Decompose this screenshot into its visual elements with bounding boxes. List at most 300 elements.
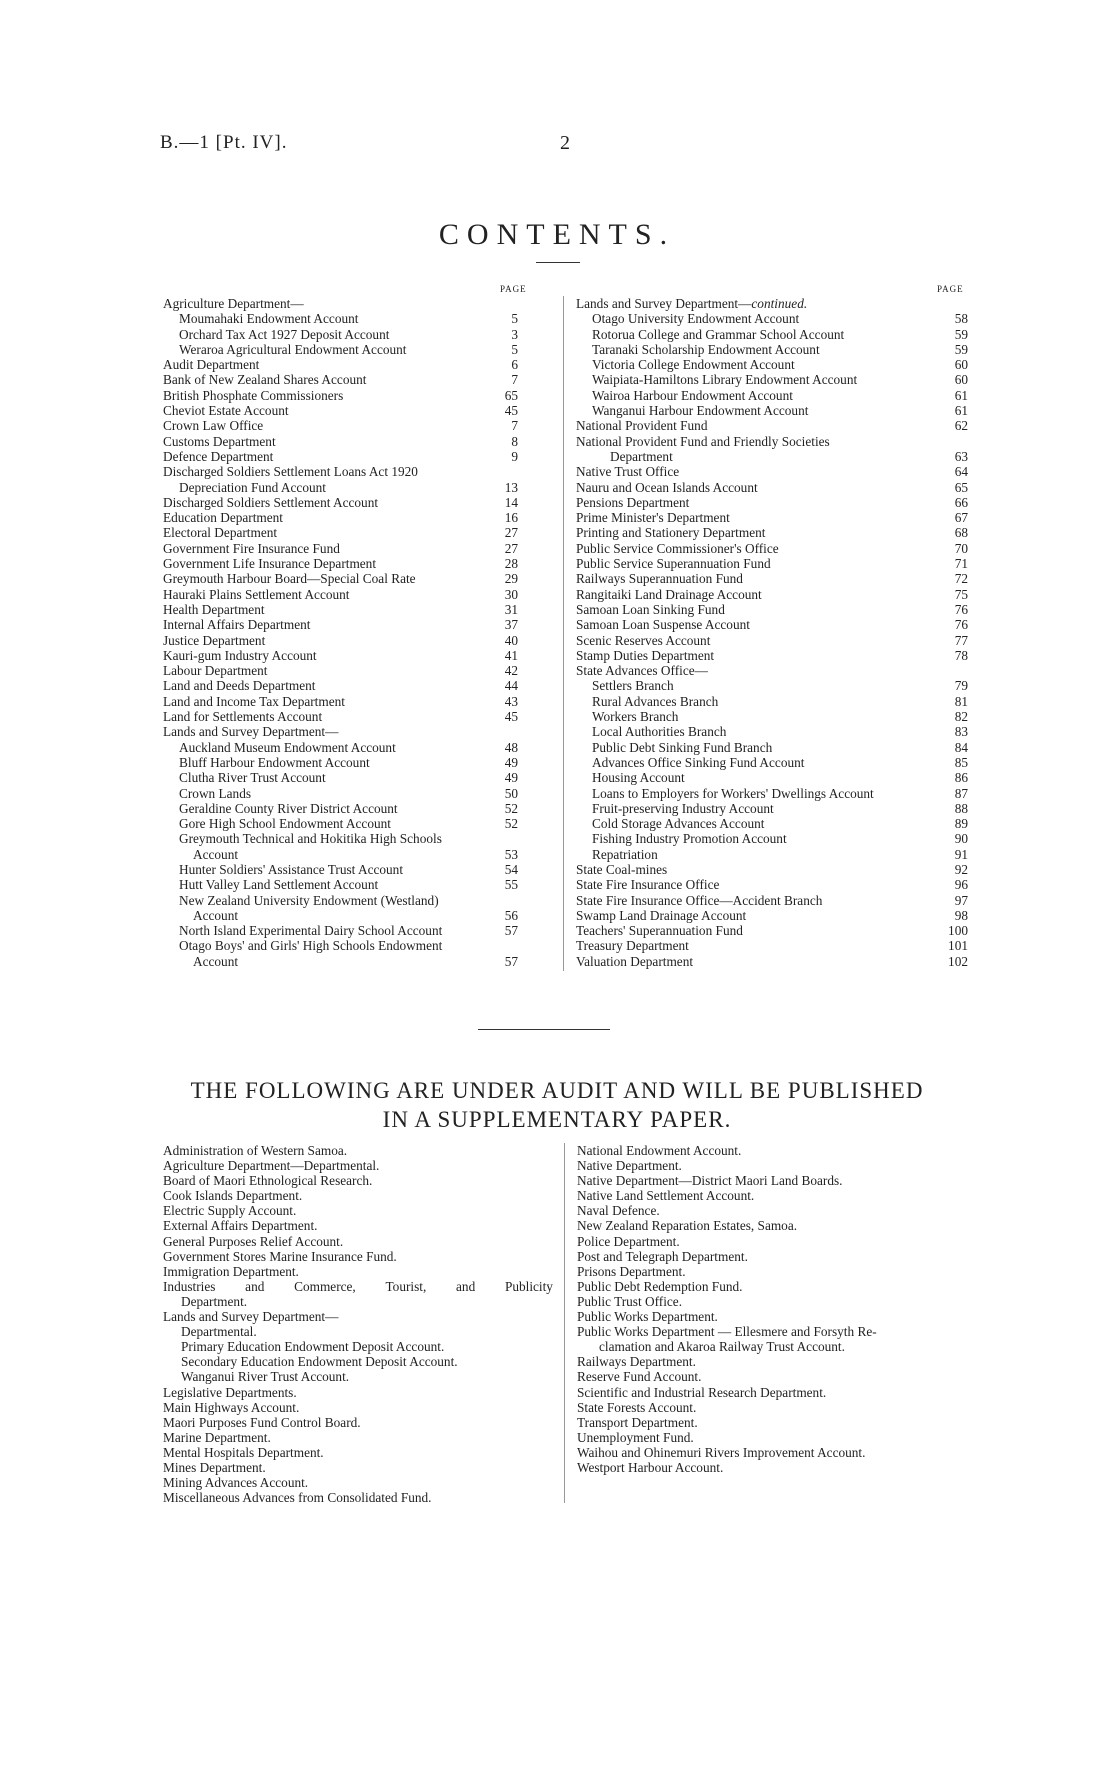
contents-entry bbox=[576, 449, 968, 464]
contents-entry-page: 27 bbox=[504, 525, 518, 541]
contents-entry-title: Lands and Survey Department— bbox=[163, 724, 339, 740]
contents-entry bbox=[163, 755, 518, 770]
contents-entry bbox=[163, 633, 518, 648]
contents-entry-page: 40 bbox=[504, 632, 518, 648]
contents-entry-page: 81 bbox=[954, 693, 968, 709]
contents-entry-title: Defence Department bbox=[163, 448, 274, 464]
audit-list-item: Immigration Department. bbox=[163, 1263, 299, 1279]
title-underline bbox=[536, 262, 580, 263]
contents-entry-page: 37 bbox=[504, 617, 518, 633]
contents-entry-title: Crown Law Office bbox=[163, 418, 264, 434]
audit-list-item: Naval Defence. bbox=[577, 1203, 660, 1219]
contents-entry bbox=[576, 541, 968, 556]
right-page-column-label: PAGE bbox=[937, 284, 964, 294]
contents-entry-title: Printing and Stationery Department bbox=[576, 525, 766, 541]
contents-entry-title: Gore High School Endowment Account bbox=[179, 816, 391, 832]
contents-entry-title: Account bbox=[193, 846, 239, 862]
contents-entry-page: 28 bbox=[504, 556, 518, 572]
audit-list-item: Government Stores Marine Insurance Fund. bbox=[163, 1248, 397, 1264]
contents-entry bbox=[163, 831, 518, 846]
contents-entry-page: 90 bbox=[954, 831, 968, 847]
contents-entry-title: National Provident Fund bbox=[576, 418, 708, 434]
contents-entry bbox=[576, 908, 968, 923]
contents-entry-title: Public Service Superannuation Fund bbox=[576, 556, 771, 572]
contents-entry-page bbox=[490, 938, 518, 953]
contents-entry bbox=[576, 954, 968, 969]
contents-entry bbox=[576, 724, 968, 739]
audit-list-word: Industries bbox=[163, 1278, 216, 1294]
audit-list-item: Cook Islands Department. bbox=[163, 1188, 303, 1204]
audit-list-item: State Forests Account. bbox=[577, 1399, 697, 1415]
contents-entry-title: Greymouth Harbour Board—Special Coal Rate bbox=[163, 571, 416, 587]
contents-entry-page: 55 bbox=[504, 877, 518, 893]
contents-entry bbox=[163, 296, 518, 311]
contents-entry-title: Audit Department bbox=[163, 357, 260, 373]
audit-list-item: Miscellaneous Advances from Consolidated Fund. bbox=[163, 1490, 432, 1506]
contents-entry bbox=[163, 541, 518, 556]
contents-entry-title: Electoral Department bbox=[163, 525, 278, 541]
contents-entry-title: Auckland Museum Endowment Account bbox=[179, 739, 396, 755]
audit-list-word: Publicity bbox=[504, 1278, 553, 1294]
contents-entry-title: Scenic Reserves Account bbox=[576, 632, 711, 648]
audit-list-item bbox=[163, 1279, 553, 1294]
contents-entry-page: 60 bbox=[954, 357, 968, 373]
contents-entry-page: 77 bbox=[954, 632, 968, 648]
contents-entry-page: 7 bbox=[511, 372, 518, 388]
contents-entry bbox=[163, 587, 518, 602]
contents-entry-page bbox=[490, 893, 518, 908]
contents-entry bbox=[576, 327, 968, 342]
contents-entry-page: 82 bbox=[954, 709, 968, 725]
contents-entry-title: Wairoa Harbour Endowment Account bbox=[592, 387, 793, 403]
contents-entry-title: Hutt Valley Land Settlement Account bbox=[179, 877, 379, 893]
contents-entry-title: Moumahaki Endowment Account bbox=[179, 311, 359, 327]
contents-entry-title: Account bbox=[193, 907, 239, 923]
page-title: CONTENTS. bbox=[438, 218, 676, 251]
contents-entry-page: 52 bbox=[504, 816, 518, 832]
contents-entry bbox=[576, 923, 968, 938]
contents-entry bbox=[163, 663, 518, 678]
contents-entry bbox=[576, 786, 968, 801]
contents-entry bbox=[163, 893, 518, 908]
contents-entry-title: Nauru and Ocean Islands Account bbox=[576, 479, 758, 495]
contents-entry-title: State Advances Office— bbox=[576, 663, 708, 679]
contents-entry bbox=[576, 403, 968, 418]
contents-entry-title: Loans to Employers for Workers' Dwellings Account bbox=[592, 785, 874, 801]
contents-entry bbox=[576, 571, 968, 586]
contents-entry-page: 78 bbox=[954, 647, 968, 663]
contents-entry bbox=[163, 525, 518, 540]
contents-entry-title: Agriculture Department— bbox=[163, 296, 304, 311]
audit-list-item: Electric Supply Account. bbox=[163, 1203, 297, 1219]
contents-entry-page: 49 bbox=[504, 754, 518, 770]
contents-entry bbox=[576, 678, 968, 693]
contents-entry-title: Public Debt Sinking Fund Branch bbox=[592, 739, 773, 755]
contents-entry bbox=[163, 480, 518, 495]
contents-entry-title: National Provident Fund and Friendly Societies bbox=[576, 433, 830, 449]
audit-list-item: Reserve Fund Account. bbox=[577, 1369, 702, 1385]
contents-entry-title: Rural Advances Branch bbox=[592, 693, 719, 709]
contents-entry-title: Workers Branch bbox=[592, 709, 679, 725]
contents-entry-title: North Island Experimental Dairy School Account bbox=[179, 923, 443, 939]
contents-entry-title: Greymouth Technical and Hokitika High Schools bbox=[179, 831, 442, 847]
contents-entry-page: 71 bbox=[954, 556, 968, 572]
audit-list-item: clamation and Akaroa Railway Trust Account. bbox=[599, 1339, 845, 1355]
contents-entry bbox=[163, 388, 518, 403]
contents-entry-page: 45 bbox=[504, 709, 518, 725]
contents-entry-title: Native Trust Office bbox=[576, 464, 680, 480]
contents-entry-title: Stamp Duties Department bbox=[576, 647, 715, 663]
contents-entry-title: Prime Minister's Department bbox=[576, 510, 730, 526]
contents-entry bbox=[576, 633, 968, 648]
contents-entry-page: 75 bbox=[954, 586, 968, 602]
audit-list-word: Commerce, bbox=[294, 1278, 356, 1294]
audit-list-word: and bbox=[456, 1278, 476, 1294]
contents-entry-page: 63 bbox=[954, 448, 968, 464]
audit-column-divider bbox=[564, 1143, 565, 1503]
contents-entry-page: 29 bbox=[504, 571, 518, 587]
contents-entry bbox=[163, 724, 518, 739]
contents-entry-page: 76 bbox=[954, 601, 968, 617]
audit-list-item: Board of Maori Ethnological Research. bbox=[163, 1173, 373, 1189]
audit-list-item: Public Works Department — Ellesmere and Forsyth Re- bbox=[577, 1324, 877, 1340]
contents-entry-page: 89 bbox=[954, 816, 968, 832]
contents-entry bbox=[163, 862, 518, 877]
audit-heading-line-2: IN A SUPPLEMENTARY PAPER. bbox=[382, 1107, 732, 1132]
contents-entry-title: Land and Deeds Department bbox=[163, 678, 316, 694]
audit-list-word: Tourist, bbox=[385, 1278, 427, 1294]
contents-entry bbox=[163, 311, 518, 326]
contents-entry-title: Taranaki Scholarship Endowment Account bbox=[592, 341, 820, 357]
contents-entry bbox=[576, 877, 968, 892]
contents-entry-title: Settlers Branch bbox=[592, 678, 674, 694]
contents-entry-page: 79 bbox=[954, 678, 968, 694]
page-number: 2 bbox=[560, 132, 570, 154]
audit-list-item: Administration of Western Samoa. bbox=[163, 1143, 348, 1158]
audit-heading-line-1: THE FOLLOWING ARE UNDER AUDIT AND WILL BE PUBLISHED bbox=[190, 1078, 924, 1103]
contents-entry bbox=[576, 617, 968, 632]
contents-entry bbox=[163, 556, 518, 571]
contents-entry-title: Account bbox=[193, 953, 239, 969]
contents-entry-title: Railways Superannuation Fund bbox=[576, 571, 743, 587]
contents-entry-page: 68 bbox=[954, 525, 968, 541]
contents-entry-page: 76 bbox=[954, 617, 968, 633]
contents-entry-page: 3 bbox=[511, 326, 518, 342]
contents-entry-title: Land for Settlements Account bbox=[163, 709, 323, 725]
contents-entry bbox=[163, 648, 518, 663]
contents-entry bbox=[163, 571, 518, 586]
contents-entry bbox=[576, 862, 968, 877]
contents-entry-page: 5 bbox=[511, 341, 518, 357]
contents-entry bbox=[576, 357, 968, 372]
contents-entry bbox=[163, 403, 518, 418]
contents-entry-title: Geraldine County River District Account bbox=[179, 800, 398, 816]
contents-entry-page bbox=[490, 464, 518, 479]
contents-entry-page: 62 bbox=[954, 418, 968, 434]
contents-entry-title: State Coal-mines bbox=[576, 861, 668, 877]
contents-entry-page: 43 bbox=[504, 693, 518, 709]
contents-entry-title: Samoan Loan Suspense Account bbox=[576, 617, 750, 633]
contents-entry bbox=[163, 923, 518, 938]
contents-entry-page: 16 bbox=[504, 510, 518, 526]
contents-entry bbox=[576, 740, 968, 755]
contents-entry-page: 96 bbox=[954, 877, 968, 893]
audit-list-item: Westport Harbour Account. bbox=[577, 1459, 724, 1475]
contents-entry-title: New Zealand University Endowment (Westland) bbox=[179, 892, 439, 908]
audit-list-item: Native Department. bbox=[577, 1158, 682, 1174]
contents-entry-title: Orchard Tax Act 1927 Deposit Account bbox=[179, 326, 390, 342]
contents-entry bbox=[163, 678, 518, 693]
contents-entry-title: Advances Office Sinking Fund Account bbox=[592, 754, 805, 770]
contents-entry-page: 58 bbox=[954, 311, 968, 327]
contents-entry-page: 7 bbox=[511, 418, 518, 434]
contents-entry-title: Treasury Department bbox=[576, 938, 689, 954]
contents-entry-title: Lands and Survey Department—continued. bbox=[576, 296, 808, 311]
contents-entry-title: Labour Department bbox=[163, 663, 268, 679]
audit-list-item: Wanganui River Trust Account. bbox=[181, 1369, 350, 1385]
contents-entry-page: 85 bbox=[954, 754, 968, 770]
contents-entry-page: 57 bbox=[504, 923, 518, 939]
contents-entry bbox=[163, 709, 518, 724]
contents-entry-page: 86 bbox=[954, 770, 968, 786]
contents-entry-page: 101 bbox=[948, 938, 968, 954]
audit-list-item: Scientific and Industrial Research Department. bbox=[577, 1384, 827, 1400]
contents-entry-page: 42 bbox=[504, 663, 518, 679]
contents-entry-title: Customs Department bbox=[163, 433, 276, 449]
contents-entry bbox=[576, 525, 968, 540]
audit-list-item: Lands and Survey Department— bbox=[163, 1309, 339, 1325]
contents-entry-page: 65 bbox=[954, 479, 968, 495]
audit-right-list bbox=[577, 1143, 969, 1475]
audit-list-item: Railways Department. bbox=[577, 1354, 696, 1370]
contents-entry-page: 49 bbox=[504, 770, 518, 786]
contents-entry-title: Justice Department bbox=[163, 632, 266, 648]
audit-list-item: Public Trust Office. bbox=[577, 1293, 683, 1309]
contents-entry-page: 54 bbox=[504, 861, 518, 877]
contents-entry-page: 9 bbox=[511, 448, 518, 464]
contents-column-divider bbox=[563, 296, 564, 971]
audit-list-item: Native Department—District Maori Land Boards. bbox=[577, 1173, 843, 1189]
contents-entry bbox=[576, 464, 968, 479]
contents-entry bbox=[576, 602, 968, 617]
contents-entry bbox=[576, 648, 968, 663]
contents-entry-page: 70 bbox=[954, 540, 968, 556]
contents-entry bbox=[163, 617, 518, 632]
contents-entry bbox=[576, 434, 968, 449]
audit-list-item: Agriculture Department—Departmental. bbox=[163, 1158, 380, 1174]
audit-list-item: Mental Hospitals Department. bbox=[163, 1444, 324, 1460]
contents-right-column bbox=[576, 296, 968, 969]
contents-entry-title: Health Department bbox=[163, 601, 265, 617]
contents-entry-title: British Phosphate Commissioners bbox=[163, 387, 344, 403]
contents-entry-page: 5 bbox=[511, 311, 518, 327]
contents-entry-title: Rotorua College and Grammar School Account bbox=[592, 326, 845, 342]
contents-entry-page: 52 bbox=[504, 800, 518, 816]
contents-entry-title: Government Life Insurance Department bbox=[163, 556, 377, 572]
contents-entry-page: 92 bbox=[954, 861, 968, 877]
contents-entry bbox=[576, 801, 968, 816]
contents-entry bbox=[163, 816, 518, 831]
contents-entry-page: 30 bbox=[504, 586, 518, 602]
contents-entry bbox=[163, 449, 518, 464]
contents-entry-page: 50 bbox=[504, 785, 518, 801]
contents-entry-page: 67 bbox=[954, 510, 968, 526]
contents-entry bbox=[163, 954, 518, 969]
contents-entry bbox=[576, 480, 968, 495]
contents-entry-page: 83 bbox=[954, 724, 968, 740]
audit-list-item: Legislative Departments. bbox=[163, 1384, 297, 1400]
contents-entry bbox=[576, 587, 968, 602]
contents-entry-title: Valuation Department bbox=[576, 953, 694, 969]
contents-entry bbox=[163, 464, 518, 479]
contents-entry-title: Fruit-preserving Industry Account bbox=[592, 800, 774, 816]
contents-entry-title: Wanganui Harbour Endowment Account bbox=[592, 403, 809, 419]
contents-entry bbox=[576, 663, 968, 678]
audit-list-item: Primary Education Endowment Deposit Account. bbox=[181, 1339, 445, 1355]
contents-entry bbox=[576, 388, 968, 403]
contents-entry bbox=[576, 816, 968, 831]
contents-entry-page bbox=[940, 663, 968, 678]
audit-list-item: Secondary Education Endowment Deposit Account. bbox=[181, 1354, 458, 1370]
contents-entry bbox=[163, 434, 518, 449]
contents-entry-page: 14 bbox=[504, 494, 518, 510]
contents-entry bbox=[576, 847, 968, 862]
contents-entry bbox=[163, 938, 518, 953]
contents-entry-title: Repatriation bbox=[592, 846, 658, 862]
audit-heading bbox=[0, 1076, 1114, 1134]
contents-entry-title: Internal Affairs Department bbox=[163, 617, 311, 633]
audit-list-item: National Endowment Account. bbox=[577, 1143, 742, 1158]
contents-entry bbox=[576, 770, 968, 785]
contents-entry-page: 64 bbox=[954, 464, 968, 480]
audit-list-item: Main Highways Account. bbox=[163, 1399, 300, 1415]
contents-entry-page: 41 bbox=[504, 647, 518, 663]
contents-entry-page: 84 bbox=[954, 739, 968, 755]
contents-entry-title: Cold Storage Advances Account bbox=[592, 816, 765, 832]
contents-entry-page: 102 bbox=[948, 953, 968, 969]
contents-entry-page bbox=[490, 296, 518, 311]
audit-list-item: Transport Department. bbox=[577, 1414, 698, 1430]
contents-entry bbox=[576, 556, 968, 571]
contents-entry-page: 31 bbox=[504, 601, 518, 617]
contents-entry bbox=[576, 311, 968, 326]
contents-entry-page: 48 bbox=[504, 739, 518, 755]
contents-entry-page: 91 bbox=[954, 846, 968, 862]
contents-entry bbox=[163, 877, 518, 892]
contents-entry bbox=[576, 418, 968, 433]
audit-list-item: Marine Department. bbox=[163, 1429, 271, 1445]
contents-entry bbox=[576, 372, 968, 387]
contents-entry bbox=[576, 510, 968, 525]
contents-entry-page: 72 bbox=[954, 571, 968, 587]
audit-list-item: Maori Purposes Fund Control Board. bbox=[163, 1414, 361, 1430]
contents-entry-page: 59 bbox=[954, 326, 968, 342]
contents-entry bbox=[576, 755, 968, 770]
contents-entry bbox=[163, 327, 518, 342]
contents-entry-title: Education Department bbox=[163, 510, 283, 526]
contents-entry-title: Cheviot Estate Account bbox=[163, 403, 289, 419]
contents-entry-page: 44 bbox=[504, 678, 518, 694]
contents-entry bbox=[163, 786, 518, 801]
contents-entry-page: 60 bbox=[954, 372, 968, 388]
contents-entry-page: 27 bbox=[504, 540, 518, 556]
audit-list-item: Departmental. bbox=[181, 1324, 257, 1340]
contents-entry bbox=[163, 694, 518, 709]
contents-entry bbox=[163, 770, 518, 785]
audit-list-item: General Purposes Relief Account. bbox=[163, 1233, 344, 1249]
audit-list-item: New Zealand Reparation Estates, Samoa. bbox=[577, 1218, 798, 1234]
contents-entry-page: 97 bbox=[954, 892, 968, 908]
contents-entry-page: 61 bbox=[954, 403, 968, 419]
section-divider bbox=[478, 1029, 610, 1030]
contents-entry-title: Teachers' Superannuation Fund bbox=[576, 923, 743, 939]
contents-entry bbox=[163, 602, 518, 617]
contents-entry bbox=[163, 510, 518, 525]
contents-entry-title: Local Authorities Branch bbox=[592, 724, 727, 740]
contents-entry-page: 59 bbox=[954, 341, 968, 357]
contents-entry-page: 87 bbox=[954, 785, 968, 801]
contents-entry-title: Victoria College Endowment Account bbox=[592, 357, 795, 373]
audit-list-item: Mining Advances Account. bbox=[163, 1475, 309, 1491]
contents-entry-title: Otago University Endowment Account bbox=[592, 311, 800, 327]
audit-list-item: Prisons Department. bbox=[577, 1263, 686, 1279]
audit-list-item: Waihou and Ohinemuri Rivers Improvement Account. bbox=[577, 1444, 866, 1460]
contents-entry bbox=[576, 938, 968, 953]
contents-entry-page bbox=[490, 831, 518, 846]
contents-entry-title: Housing Account bbox=[592, 770, 685, 786]
contents-left-column bbox=[163, 296, 518, 969]
contents-entry-title: Clutha River Trust Account bbox=[179, 770, 326, 786]
contents-entry-title: Bank of New Zealand Shares Account bbox=[163, 372, 367, 388]
contents-entry-title: Pensions Department bbox=[576, 494, 690, 510]
contents-entry bbox=[163, 372, 518, 387]
contents-entry-page: 61 bbox=[954, 387, 968, 403]
contents-entry-page bbox=[940, 296, 968, 311]
contents-entry-title: Hunter Soldiers' Assistance Trust Account bbox=[179, 861, 404, 877]
contents-entry-title: Department bbox=[610, 448, 673, 464]
contents-entry-title: State Fire Insurance Office bbox=[576, 877, 720, 893]
contents-entry-page bbox=[940, 434, 968, 449]
contents-entry-title: Public Service Commissioner's Office bbox=[576, 540, 779, 556]
contents-entry bbox=[163, 357, 518, 372]
contents-entry-title: Otago Boys' and Girls' High Schools Endowment bbox=[179, 938, 443, 954]
contents-entry-page: 53 bbox=[504, 846, 518, 862]
contents-entry bbox=[576, 694, 968, 709]
contents-entry-page: 45 bbox=[504, 403, 518, 419]
audit-list-word: and bbox=[245, 1278, 265, 1294]
continued-label: continued. bbox=[751, 296, 808, 311]
contents-entry-title: Rangitaiki Land Drainage Account bbox=[576, 586, 762, 602]
contents-entry bbox=[163, 740, 518, 755]
audit-list-item: Public Debt Redemption Fund. bbox=[577, 1278, 743, 1294]
contents-entry-title: Depreciation Fund Account bbox=[179, 479, 326, 495]
audit-list-item: Department. bbox=[181, 1293, 248, 1309]
audit-list-item: Post and Telegraph Department. bbox=[577, 1248, 748, 1264]
audit-list-item: Police Department. bbox=[577, 1233, 680, 1249]
contents-entry bbox=[163, 418, 518, 433]
contents-entry bbox=[163, 908, 518, 923]
contents-entry-page: 8 bbox=[511, 433, 518, 449]
contents-entry-page: 88 bbox=[954, 800, 968, 816]
contents-entry bbox=[576, 893, 968, 908]
contents-entry-page: 6 bbox=[511, 357, 518, 373]
contents-entry-title: Government Fire Insurance Fund bbox=[163, 540, 340, 556]
contents-entry-page: 56 bbox=[504, 907, 518, 923]
audit-list-item: Native Land Settlement Account. bbox=[577, 1188, 755, 1204]
contents-entry-title: Land and Income Tax Department bbox=[163, 693, 345, 709]
contents-entry bbox=[576, 342, 968, 357]
contents-entry-page: 100 bbox=[948, 923, 968, 939]
